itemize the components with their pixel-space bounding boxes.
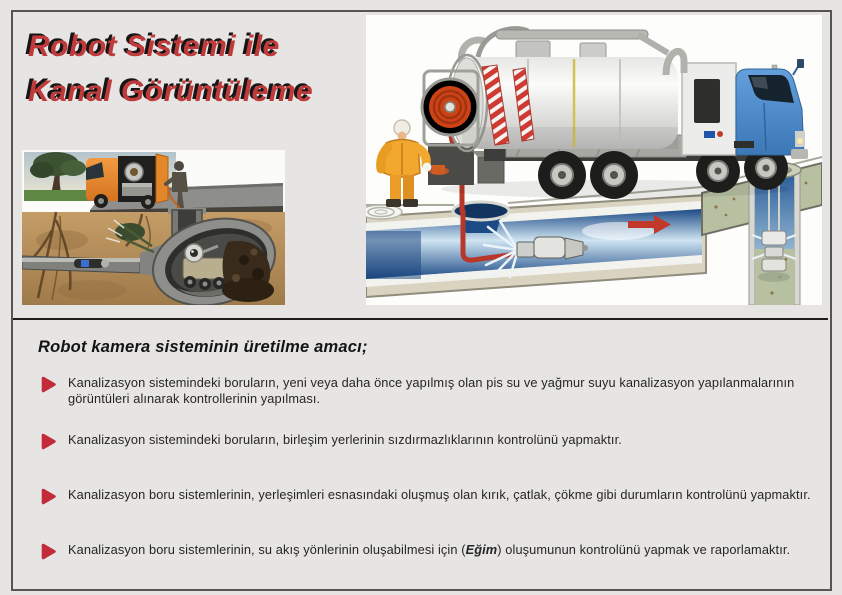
bullet-4-suffix: ) oluşumunun kontrolünü yapmak ve raporlamaktır. (497, 542, 791, 557)
bullet-text-1 (68, 375, 815, 406)
bullet-text-2 (68, 432, 622, 448)
bullet-text-4 (68, 542, 790, 558)
page-title-line1: Robot Sistemi ile (28, 30, 280, 63)
bullet-4-prefix: Kanalizasyon boru sistemlerinin, su akış yönlerinin oluşabilmesi için ( (68, 542, 466, 557)
play-triangle-bullet-icon (40, 543, 57, 560)
bullet-text-3 (68, 487, 811, 503)
bullet-4-emphasis: Eğim (465, 542, 498, 557)
page-title (28, 24, 313, 114)
play-triangle-bullet-icon (40, 488, 57, 505)
bullet-2-prefix: Kanalizasyon sistemindeki boruların, birleşim yerlerinin sızdırmazlıklarının kontrolünü yapmaktır. (68, 432, 622, 447)
bullet-1-prefix: Kanalizasyon sistemindeki boruların, yeni veya daha önce yapılmış olan pis su ve yağmur suyu kanalizasyon yapılanmalarının görüntüleri alınarak kontrollerinin yapılması. (68, 375, 795, 406)
section-divider (13, 318, 828, 320)
bullet-item-1 (40, 375, 820, 406)
play-triangle-bullet-icon (40, 376, 57, 393)
bullet-item-4 (40, 542, 820, 560)
play-triangle-bullet-icon (40, 433, 57, 450)
content-heading: Robot kamera sisteminin üretilme amacı; (38, 338, 368, 356)
left-illustration-robot-van-pipe (22, 150, 285, 305)
right-illustration-jetting-truck (366, 15, 822, 305)
page-title-line2: Kanal Görüntüleme (28, 75, 314, 108)
bullet-item-3 (40, 487, 820, 505)
bullet-3-prefix: Kanalizasyon boru sistemlerinin, yerleşimleri esnasındaki oluşmuş olan kırık, çatlak, çökme gibi durumların kontrolünü yapmaktır. (68, 487, 811, 502)
bullet-item-2 (40, 432, 820, 450)
